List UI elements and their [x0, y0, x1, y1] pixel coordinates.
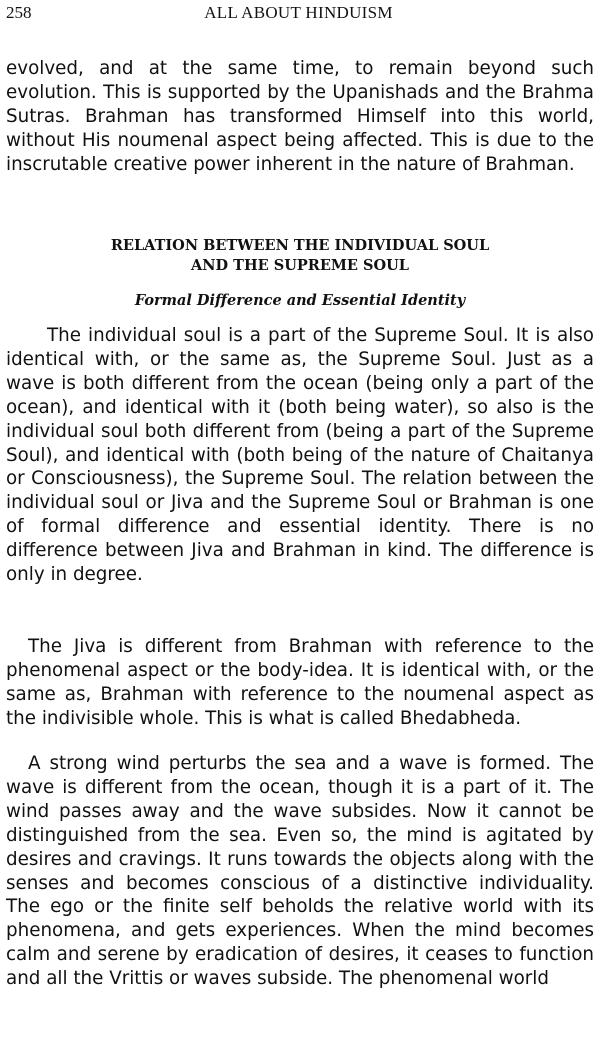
subheading: Formal Difference and Essential Identity [134, 292, 466, 309]
paragraph-continued: evolved, and at the same time, to remain beyond such evolution. This is supported by the Upanishads and the Brahma Sutras. Brahman has transformed Himself into this world, without His noumenal aspect being affected. This is due to the inscrutable creative power inherent in the nature of Brahman. [6, 58, 594, 175]
running-head [6, 2, 591, 24]
paragraph-wind-wave: A strong wind perturbs the sea and a wave is formed. The wave is different from the ocean, though it is a part of it. The wind passes away and the wave subsides. Now it cannot be distinguished from the sea. Even so, the mind is agitated by desires and cravings. It runs towards the objects along with the senses and becomes conscious of a distinctive individuality. The ego or the finite self beholds the relative world with its phenomena, and gets experiences. When the mind becomes calm and serene by eradication of desires, it ceases to function and all the Vrittis or waves subside. The phenomenal world [6, 753, 594, 990]
section-heading-line-2: AND THE SUPREME SOUL [191, 257, 409, 274]
section-heading [6, 236, 594, 276]
page-number: 258 [6, 3, 32, 22]
paragraph-individual-soul: The individual soul is a part of the Supreme Soul. It is also identical with, or the same as, the Supreme Soul. Just as a wave is both different from the ocean (being only a part of the ocean), and identical with it (both being water), so also is the individual soul both different from (being a part of the Supreme Soul), and identical with (both being of the nature of Chaitanya or Consciousness), the Supreme Soul. The relation between the individual soul or Jiva and the Supreme Soul or Brahman is one of formal difference and essential identity. There is no difference between Jiva and Brahman in kind. The difference is only in degree. [6, 325, 594, 586]
paragraph-jiva: The Jiva is different from Brahman with reference to the phenomenal aspect or the body-idea. It is identical with, or the same as, Brahman with reference to the noumenal aspect as the indivisible whole. This is what is called Bhedabheda. [6, 636, 594, 729]
section-heading-line-1: RELATION BETWEEN THE INDIVIDUAL SOUL [110, 237, 490, 254]
running-title: ALL ABOUT HINDUISM [204, 3, 393, 22]
